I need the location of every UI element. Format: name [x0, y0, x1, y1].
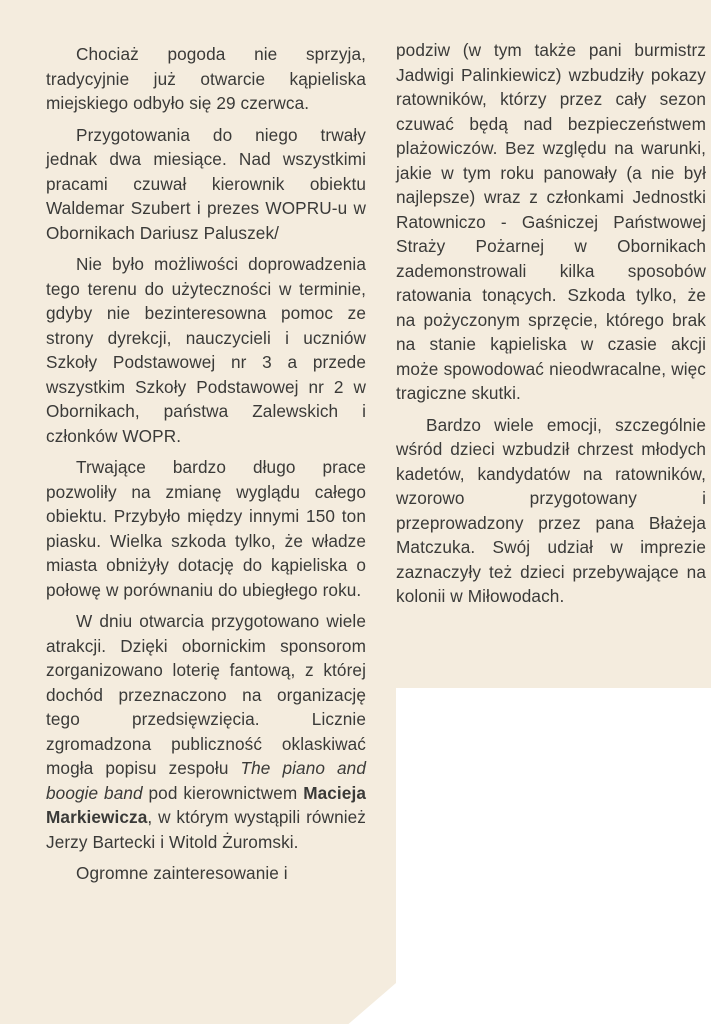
left-paragraph-5 [46, 609, 366, 854]
left-paragraph-4: Trwające bardzo długo prace pozwoliły na zmianę wyglądu całego obiektu. Przybyło między innymi 150 ton piasku. Wielka szkoda tylko, że władze miasta obniżyły dotację do kąpieliska o połowę w porównaniu do ubiegłego roku. [46, 457, 366, 600]
left-paragraph-6: Ogromne zainteresowanie i [76, 863, 288, 883]
right-paragraph-2: Bardzo wiele emocji, szczególnie wśród dzieci wzbudził chrzest młodych kadetów, kandydatów na ratowników, wzorowo przygotowany i przeprowadzony przez pana Błażeja Matczuka. Swój udział w imprezie zaznaczyły też dzieci przebywające na kolonii w Miłowodach. [396, 414, 706, 606]
p5-text-c: , w którym wystąpili również Jerzy Bartecki i Witold Żuromski. [46, 807, 366, 852]
left-paragraph-2: Przygotowania do niego trwały jednak dwa miesiące. Nad wszystkimi pracami czuwał kierownik obiektu Waldemar Szubert i prezes WOPRU-u w Obornikach Dariusz Paluszek/ [46, 124, 366, 243]
right-paragraph-1: podziw (w tym także pani burmistrz Jadwigi Palinkiewicz) wzbudziły pokazy ratowników, którzy przez cały sezon czuwać będą nad bezpieczeństwem plażowiczów. Bez względu na warunki, jakie w tym roku panowały (a nie był najlepsze) wraz z członkami Jednostki Ratowniczo - Gaśniczej Państwowej Straży Pożarnej w Obornikach zademonstrowali kilka sposobów ratowania tonących. Szkoda tylko, że na pożyczonym sprzęcie, którego brak na stanie kąpieliska w czasie akcji może spowodować nieodwracalne, więc tragiczne skutki. [396, 40, 706, 403]
left-column [46, 42, 366, 886]
right-column [396, 38, 706, 616]
p5-text-b: pod kierownictwem [142, 782, 304, 803]
left-paragraph-3: Nie było możliwości doprowadzenia tego terenu do użyteczności w terminie, gdyby nie bezinteresowna pomoc ze strony dyrekcji, nauczycieli i uczniów Szkoły Podstawowej nr 3 a przede wszystkim Szkoły Podstawowej nr 2 w Obornikach, państwa Zalewskich i członków WOPR. [46, 254, 366, 446]
band-name: The piano and boogie band [46, 758, 366, 803]
left-paragraph-1: Chociaż pogoda nie sprzyja, tradycyjnie już otwarcie kąpieliska miejskiego odbyło się 29 czerwca. [46, 44, 366, 113]
leader-name: Macieja Markiewicza [46, 782, 366, 827]
p5-text-a: W dniu otwarcia przygotowano wiele atrakcji. Dzięki obornickim sponsorom zorganizowano loterię fantową, z której dochód przeznaczono na organizację tego przedsięwzięcia. Licznie zgromadzona publiczność oklaskiwać mogła popisu zespołu [46, 611, 366, 778]
